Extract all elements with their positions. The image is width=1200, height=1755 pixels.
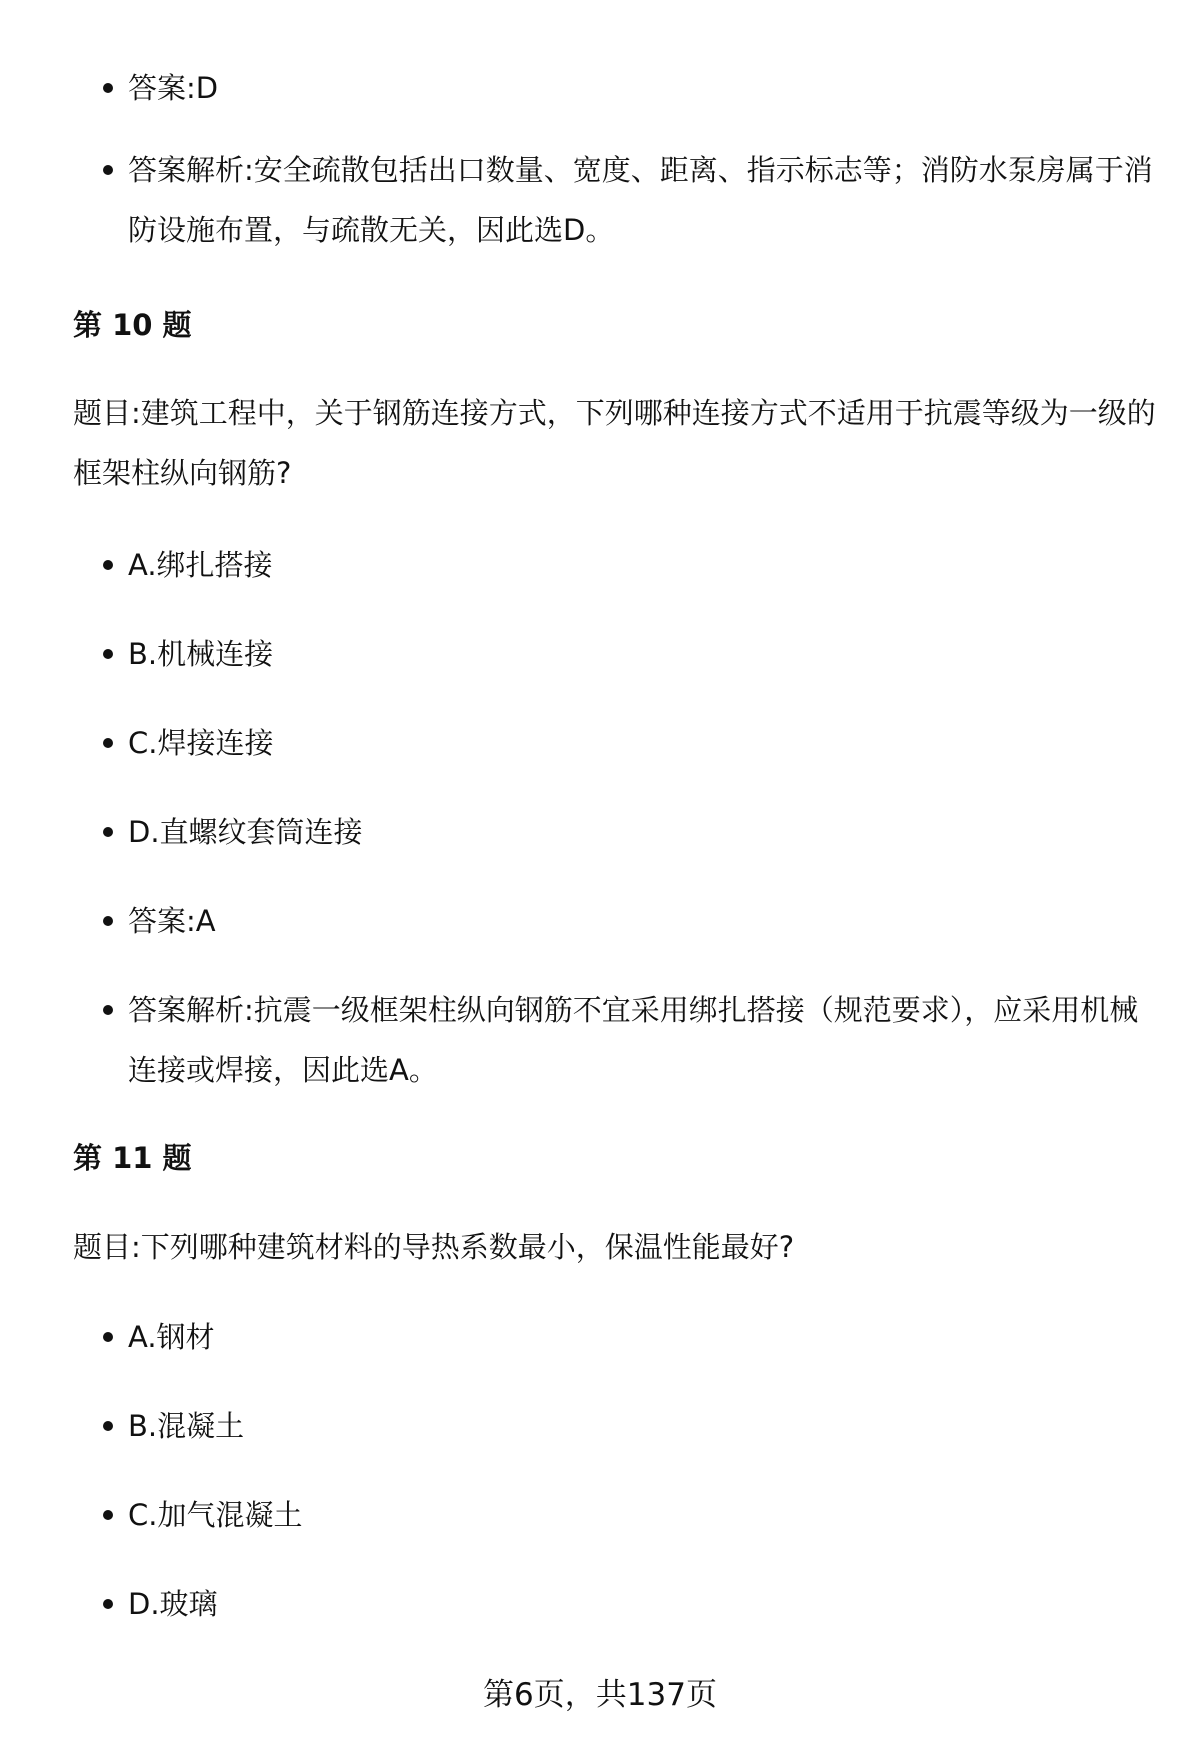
question-heading: 第 11 题 bbox=[73, 1141, 192, 1175]
option-text: D.玻璃 bbox=[128, 1587, 218, 1621]
answer-text: 答案:D bbox=[128, 71, 219, 105]
bullet-dot bbox=[103, 1421, 113, 1431]
option-text: A.钢材 bbox=[128, 1320, 215, 1354]
list-item bbox=[128, 58, 1158, 118]
option-text: C.焊接连接 bbox=[128, 726, 274, 760]
option-item bbox=[128, 624, 1158, 684]
option-item bbox=[128, 1574, 1158, 1634]
option-item bbox=[128, 535, 1158, 595]
bullet-dot bbox=[103, 83, 113, 93]
bullet-dot bbox=[103, 649, 113, 659]
page-footer: 第6页，共137页 bbox=[483, 1677, 717, 1713]
option-text: C.加气混凝土 bbox=[128, 1498, 303, 1532]
option-text: A.绑扎搭接 bbox=[128, 548, 273, 582]
explanation-text: 答案解析:安全疏散包括出口数量、宽度、距离、指示标志等；消防水泵房属于消防设施布置，与疏散无关，因此选D。 bbox=[128, 153, 1153, 247]
option-text: B.混凝土 bbox=[128, 1409, 245, 1443]
answer-text: 答案:A bbox=[128, 904, 216, 938]
question-stem: 题目:建筑工程中，关于钢筋连接方式，下列哪种连接方式不适用于抗震等级为一级的框架柱纵向钢筋? bbox=[73, 396, 1156, 490]
bullet-dot bbox=[103, 165, 113, 175]
option-item bbox=[128, 802, 1158, 862]
question-heading: 第 10 题 bbox=[73, 308, 192, 342]
bullet-dot bbox=[103, 1510, 113, 1520]
option-item bbox=[128, 1485, 1158, 1545]
option-text: D.直螺纹套筒连接 bbox=[128, 815, 363, 849]
question-stem: 题目:下列哪种建筑材料的导热系数最小，保温性能最好? bbox=[73, 1230, 795, 1264]
bullet-dot bbox=[103, 1005, 113, 1015]
option-item bbox=[128, 1396, 1158, 1456]
list-item bbox=[128, 140, 1158, 260]
explanation-text: 答案解析:抗震一级框架柱纵向钢筋不宜采用绑扎搭接（规范要求），应采用机械连接或焊接，因此选A。 bbox=[128, 993, 1139, 1087]
bullet-dot bbox=[103, 738, 113, 748]
bullet-dot bbox=[103, 1332, 113, 1342]
bullet-dot bbox=[103, 560, 113, 570]
option-item bbox=[128, 1307, 1158, 1367]
bullet-dot bbox=[103, 827, 113, 837]
option-item bbox=[128, 713, 1158, 773]
bullet-dot bbox=[103, 1599, 113, 1609]
list-item bbox=[128, 891, 1158, 951]
bullet-dot bbox=[103, 916, 113, 926]
list-item bbox=[128, 980, 1158, 1100]
option-text: B.机械连接 bbox=[128, 637, 274, 671]
